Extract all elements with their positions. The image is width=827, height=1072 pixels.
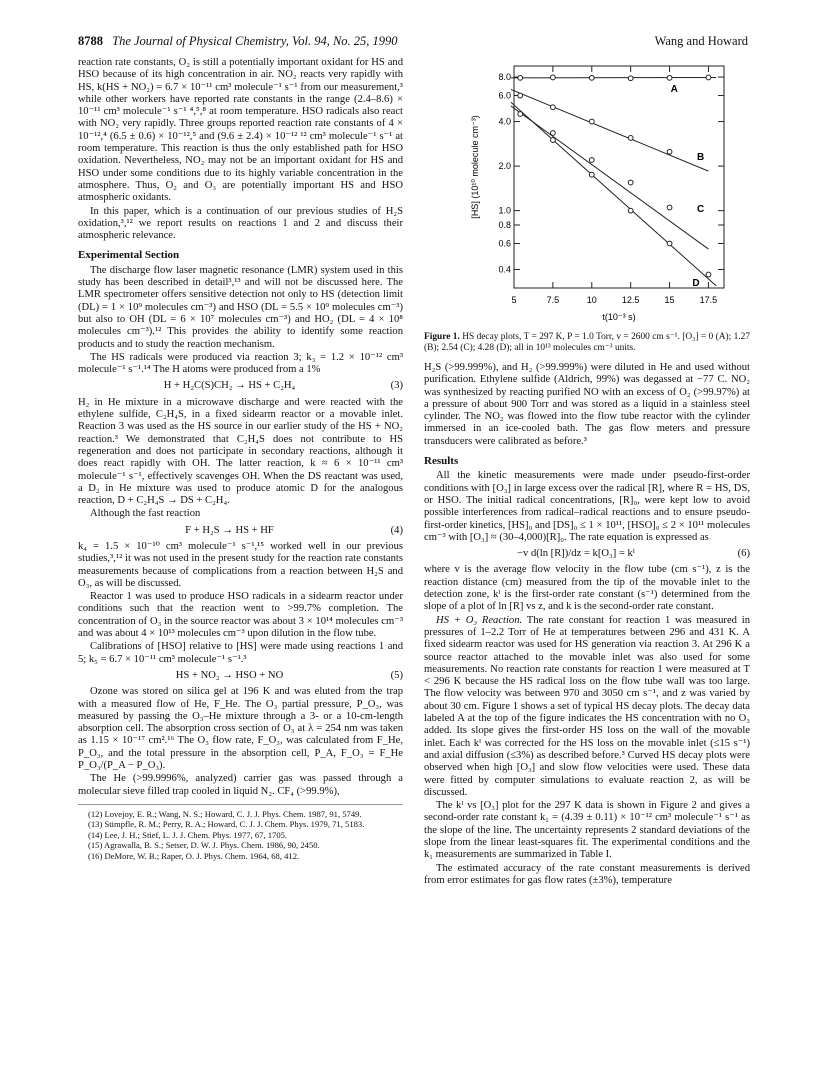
series-label-c: C xyxy=(697,203,705,215)
data-point-a xyxy=(667,75,672,80)
y-axis-label: [HS] (10¹⁰ molecule cm⁻³) xyxy=(470,115,480,219)
equation-text: −v d(ln [R])/dz = k[O₃] = kᴵ xyxy=(517,548,635,560)
paragraph: The HS radicals were produced via reaction 3; k₃ = 1.2 × 10⁻¹² cm³ molecule⁻¹ s⁻¹.¹⁴ The H atoms were produced from a 1% xyxy=(78,351,403,376)
x-tick-label: 10 xyxy=(586,295,597,305)
series-label-d: D xyxy=(692,277,700,289)
y-tick-label: 2.0 xyxy=(498,161,511,172)
fit-line-b xyxy=(511,89,709,171)
footnote: (14) Lee, J. H.; Stief, L. J. J. Chem. Phys. 1977, 67, 1705. xyxy=(88,829,288,840)
equation-text: HS + NO₂ → HSO + NO xyxy=(175,669,284,681)
paragraph: The estimated accuracy of the rate constant measurements is derived from error estimates for gas flow rates (±3%), temperature xyxy=(424,862,750,886)
data-point-d xyxy=(550,138,555,143)
series-label-a: A xyxy=(670,83,678,95)
y-tick-label: 8.0 xyxy=(498,72,511,83)
paragraph: The discharge flow laser magnetic resonance (LMR) system used in this study has been described in detail³,¹³ and will not be discussed here. The LMR spectrometer offers sensitive detection not only to HS (detection limit (DL) = 1 × 10⁹ molecules cm⁻³) and HSO (DL = 5.5 × 10⁹ molecules cm⁻³) but also to OH (DL = 6 × 10⁷ molecules cm⁻³) and HO₂ (DL = 4 × 10⁸ molecules cm⁻³).¹² This provides the ability to identify some reaction products and to study the reaction mechanism. xyxy=(78,264,403,350)
paragraph: H₂S (>99.999%), and H₂ (>99.999%) were diluted in He and used without purification. Ethylene sulfide (Aldrich, 99%) was degassed at −77 C. NO₂ was synthesized by reacting purified NO with an excess of O₂ (>99.97%) at a pressure of about 900 Torr and was stored as a liquid in a stainless steel cylinder. The NO₂ was flowed into the flow tube reactor with the cylinder immersed in an ice-cooled bath. The gas flow meters and pressure transducers were calibrated as before.³ xyxy=(424,362,750,447)
paragraph: All the kinetic measurements were made under pseudo-first-order conditions with [O₃] in large excess over the radical [R], where R = HS, DS, or HSO. The initial radical concentrations, [R]₀, were kept low to avoid possible interferences from radical–radical reactions and to ensure pseudo-first-order kinetics, [HS]₀ and [DS]₀ ≤ 1 × 10¹¹, [HSO]₀ ≤ 2 × 10¹¹ molecules cm⁻³ with [O₃] ≈ (30–4,000)[R]₀. The rate equation is expressed as xyxy=(424,470,750,543)
paragraph-body: The rate constant for reaction 1 was measured in pressures of 1–2.2 Torr of He at temperatures between 296 and 431 K. A fixed sidearm reactor was used for HS generation via reaction 3. At 296 K a source reactor attached to the movable inlet was also used for some measurements. No reaction rate constants for reaction 1 were measured at T < 296 K because the HS radical loss on the flow tube wall was too large. The flow velocity was between 970 and 3050 cm s⁻¹, and z was varied by about 30 cm. Figure 1 shows a set of typical HS decay plots. The decay data labeled A at the top of the figure indicates the HS concentration with no O₃ added. Its slope gives the first-order HS loss on the wall of the movable inlet. Each kᴵ was corrected for the HS loss on the movable inlet (≤15 s⁻¹) and axial diffusion (≤3%) as described before.³ Curved HS decay plots were observed when high [O₃] and slow flow velocities were used. These data were fitted by computer simulations to evaluate reaction 2, as will be discussed. xyxy=(424,614,750,798)
fit-line-d xyxy=(511,102,716,286)
equation-4 xyxy=(78,525,403,537)
equation-text: F + H₂S → HS + HF xyxy=(185,524,274,536)
figure-caption-label: Figure 1. xyxy=(424,332,460,342)
series-label-b: B xyxy=(697,151,705,163)
data-point-c xyxy=(628,180,633,185)
x-axis-label: t(10⁻³ s) xyxy=(602,312,636,322)
data-point-b xyxy=(628,136,633,141)
page-number: 8788 xyxy=(78,34,103,48)
y-tick-label: 4.0 xyxy=(498,116,511,127)
paragraph: reaction rate constants, O₂ is still a potentially important oxidant for HS and HSO because of its high concentration in air. NO₂ reacts very rapidly with HS, k(HS + NO₂) = 6.7 × 10⁻¹¹ cm³ molecule⁻¹ s⁻¹ from our measurement,³ while other workers have reported rate constants in the range (2.4–8.6) × 10⁻¹¹ cm³ molecule⁻¹ s⁻¹ ⁴,⁵,⁸ at room temperature. HSO radicals also react with NO₂ very rapidly. Three groups reported reaction rate constants of 4 × 10⁻¹²,⁴ (6.5 ± 0.6) × 10⁻¹²,⁵ and (9.6 ± 2.4) × 10⁻¹² ¹² cm³ molecule⁻¹ s⁻¹ at room temperature. This reaction is thus the only established path for HSO oxidation. Nevertheless, NO₂ may not be an important oxidant for HS and HSO under some conditions due to its highly variable concentration in the atmosphere. Thus, O₂ and O₃ are potentially important HS and HSO atmospheric oxidants. xyxy=(78,57,403,204)
equation-number: (5) xyxy=(390,669,403,681)
running-authors: Wang and Howard xyxy=(654,34,748,48)
x-tick-label: 12.5 xyxy=(621,295,640,305)
data-point-a xyxy=(518,75,523,80)
x-tick-label: 15 xyxy=(664,295,675,305)
journal-citation: The Journal of Physical Chemistry, Vol. 94, No. 25, 1990 xyxy=(112,34,398,48)
plot-frame xyxy=(514,66,724,288)
equation-6 xyxy=(424,548,750,560)
section-heading-results: Results xyxy=(424,455,459,468)
data-point-d xyxy=(589,172,594,177)
footnote: (13) Stimpfle, R. M.; Perry, R. A.; Howard, C. J. J. Chem. Phys. 1979, 71, 5183. xyxy=(88,819,365,830)
paragraph: In this paper, which is a continuation of our previous studies of H₂S oxidation,³,¹² we report results on reactions 1 and 2 and discuss their atmospheric relevance. xyxy=(78,205,403,242)
x-tick-label: 17.5 xyxy=(699,295,718,305)
paragraph: H₂ in He mixture in a microwave discharge and were reacted with the ethylene sulfide, C₂H₄S, in a fixed sidearm reactor or a movable inlet. Reaction 3 was used as the HS source in our earlier study of the HS + NO₂ reaction.³ We demonstrated that C₂H₄S does not contribute to HS regeneration and does not participate in secondary reactions, although it does react rapidly with OH. The latter reaction, k ≈ 6 × 10⁻¹¹ cm³ molecule⁻¹ s⁻¹, effectively scavenges OH. When the DS reactant was used, a D₂ in He mixture was used to produce atomic D for the analogous reaction, D + C₂H₄S → DS + C₂H₄. xyxy=(78,396,403,507)
data-point-c xyxy=(589,158,594,163)
x-tick-label: 5 xyxy=(511,295,517,305)
data-point-a xyxy=(628,76,633,81)
paragraph: Although the fast reaction xyxy=(90,508,201,520)
y-tick-label: 1.0 xyxy=(498,205,511,216)
data-point-a xyxy=(589,75,594,80)
equation-number: (4) xyxy=(390,524,403,536)
data-point-d xyxy=(667,241,672,246)
data-point-c xyxy=(667,205,672,210)
paragraph: Calibrations of [HSO] relative to [HS] were made using reactions 1 and 5; k₅ = 6.7 × 10⁻¹¹ cm³ molecule⁻¹ s⁻¹.³ xyxy=(78,641,403,665)
footnote: (12) Lovejoy, E. R.; Wang, N. S.; Howard, C. J. J. Phys. Chem. 1987, 91, 5749. xyxy=(88,808,362,819)
y-tick-label: 0.6 xyxy=(498,238,511,249)
data-point-c xyxy=(550,131,555,136)
section-heading-experimental: Experimental Section xyxy=(78,249,180,262)
equation-text: H + H₂C(S)CH₂ → HS + C₂H₄ xyxy=(163,380,296,392)
data-point-b xyxy=(518,93,523,98)
equation-number: (6) xyxy=(737,548,750,560)
data-point-b xyxy=(667,149,672,154)
paragraph: The He (>99.9996%, analyzed) carrier gas was passed through a molecular sieve filled trap cooled in liquid N₂. CF₄ (>99.9%), xyxy=(78,773,403,797)
y-tick-label: 0.8 xyxy=(498,219,511,230)
data-point-a xyxy=(550,75,555,80)
data-point-a xyxy=(706,75,711,80)
paragraph-lead: HS + O₃ Reaction. xyxy=(436,614,523,626)
footnotes xyxy=(78,804,403,861)
paragraph: Ozone was stored on silica gel at 196 K and was eluted from the trap with a measured flow of He, F_He. The O₃ partial pressure, P_O₃, was measured by passing the O₃–He mixture through a 3- or a 10-cm-length absorption cell. The absorption cross section of O₃ at λ = 254 nm was taken as 1.15 × 10⁻¹⁷ cm².¹⁶ The O₃ flow rate, F_O₃, was calculated from F_He, P_O₃, and the total pressure in the absorption cell, P_A, F_O₃ = F_He P_O₃/(P_A − P_O₃). xyxy=(78,686,403,772)
data-point-b xyxy=(589,119,594,124)
equation-3 xyxy=(78,380,403,392)
running-header xyxy=(78,34,748,52)
y-tick-label: 0.4 xyxy=(498,264,511,275)
equation-5 xyxy=(78,670,403,682)
equation-number: (3) xyxy=(390,380,403,392)
figure-caption-text: HS decay plots, T = 297 K, P = 1.0 Torr, v = 2600 cm s⁻¹. [O₃] = 0 (A); 1.27 (B); 2.54 (C); 4.28 (D); all in 10¹³ molecules cm⁻³ units. xyxy=(424,332,751,353)
data-point-b xyxy=(550,105,555,110)
data-point-d xyxy=(628,208,633,213)
figure-caption xyxy=(424,332,750,354)
y-tick-label: 6.0 xyxy=(498,90,511,101)
paragraph: k₄ = 1.5 × 10⁻¹⁰ cm³ molecule⁻¹ s⁻¹,¹⁵ worked well in our previous studies,³,¹² it was not used in the present study for the reaction rate constants measurements because of complications from a reaction between H₂S and O₃, as will be discussed. xyxy=(78,540,403,589)
paragraph xyxy=(424,615,750,799)
right-column xyxy=(424,332,750,888)
paragraph: Reactor 1 was used to produce HSO radicals in a sidearm reactor under conditions such that the reaction went to >99.7% completion. The concentration of O₃ in the source reactor was about 3 × 10¹⁴ molecules cm⁻³ and was about 4 × 10¹³ molecules cm⁻³ upon dilution in the flow tube. xyxy=(78,591,403,640)
x-tick-label: 7.5 xyxy=(546,295,560,305)
data-point-d xyxy=(706,272,711,277)
footnote: (15) Agrawalla, B. S.; Setser, D. W. J. Phys. Chem. 1986, 90, 2450. xyxy=(88,840,320,851)
left-column xyxy=(78,57,403,861)
paragraph: The kᴵ vs [O₃] plot for the 297 K data is shown in Figure 2 and gives a second-order rate constant k₁ = (4.39 ± 0.11) × 10⁻¹² cm³ molecule⁻¹ s⁻¹ as the slope of the line. The uncertainty represents 2 standard deviations of the slope from the linear least-squares fit. The experimental conditions and the k₁ measurements are summarized in Table I. xyxy=(424,800,750,861)
paragraph: where v is the average flow velocity in the flow tube (cm s⁻¹), z is the reaction distance (cm) measured from the tip of the movable inlet to the detection zone, kᴵ is the first-order rate constant (s⁻¹) determined from the slope of a plot of ln [R] vs z, and k is the second-order rate constant. xyxy=(424,564,750,613)
footnote: (16) DeMore, W. B.; Raper, O. J. Phys. Chem. 1964, 68, 412. xyxy=(88,850,300,861)
figure-1-chart xyxy=(424,60,750,328)
fit-line-c xyxy=(511,106,709,249)
